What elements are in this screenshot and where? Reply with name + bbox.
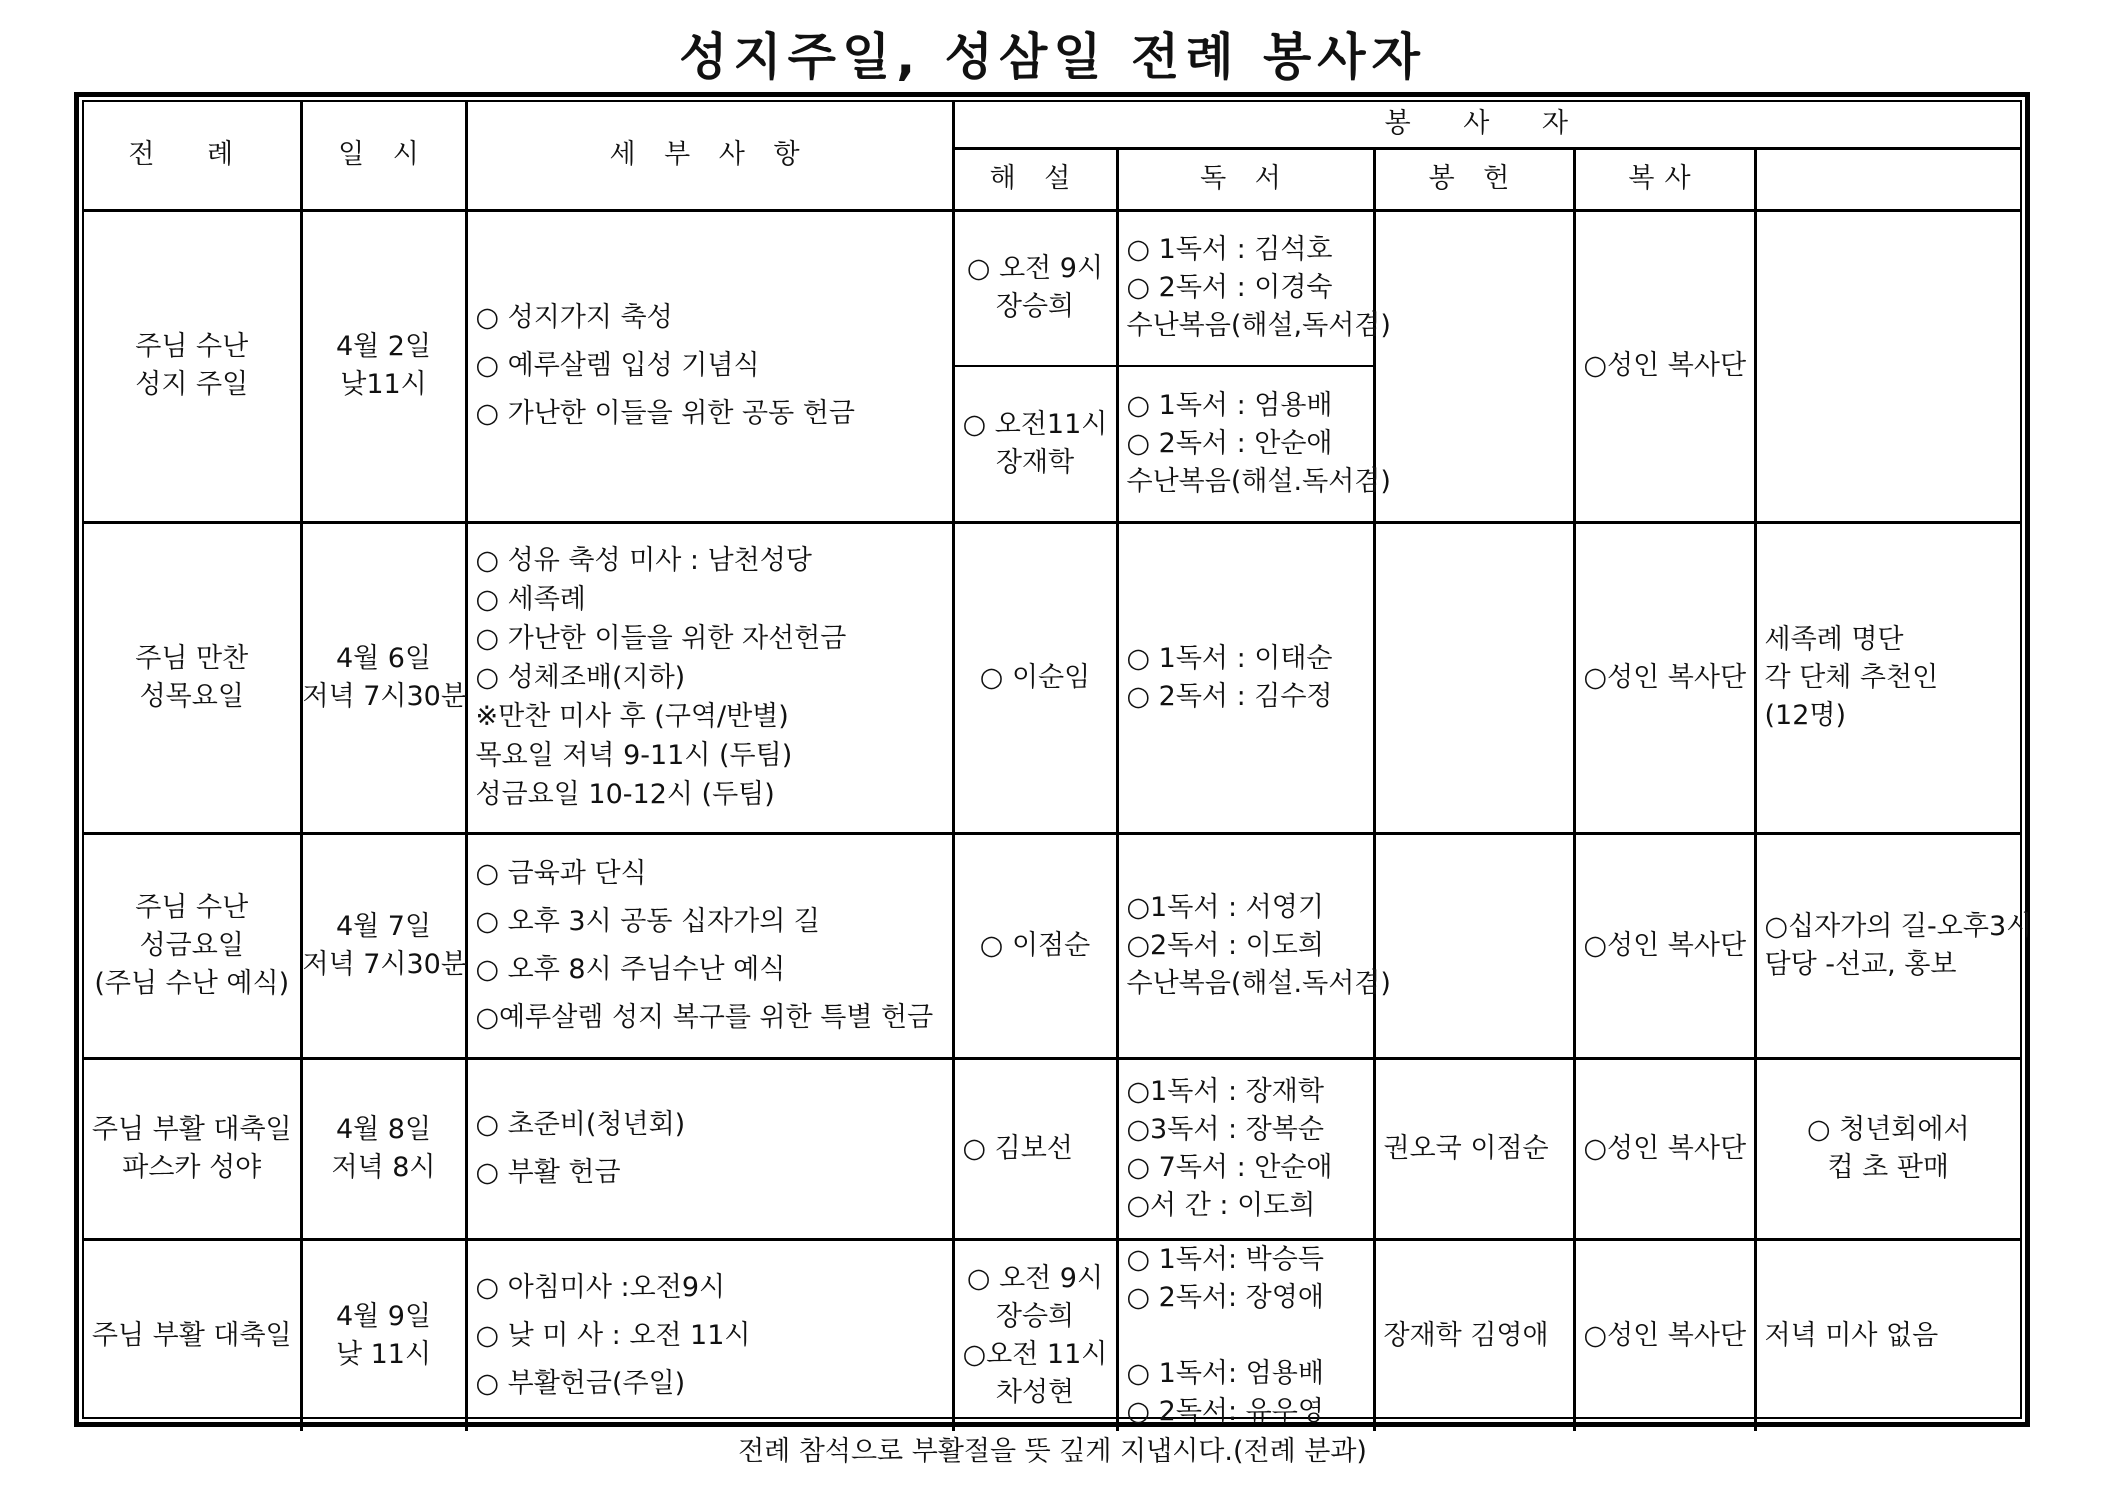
header-datetime: 일 시 xyxy=(301,102,466,210)
header-altar: 복사 xyxy=(1574,148,1755,210)
schedule-table xyxy=(84,102,2033,1431)
cell-liturgy xyxy=(84,833,301,1058)
cell-line: 성금요일 10-12시 (두팀) xyxy=(475,779,775,810)
reading-slot-11am xyxy=(1119,365,1391,521)
cell-line: ○ 1독서 : 김석호 xyxy=(1126,234,1333,266)
cell-line: ○3독서 : 장복순 xyxy=(1126,1113,1324,1145)
cell-line: 성지 주일 xyxy=(135,369,249,400)
cell-altar xyxy=(1574,1239,1755,1431)
cell-extra xyxy=(1755,522,2020,833)
cell-line: 장재학 김영애 xyxy=(1383,1319,1549,1351)
cell-line: ○성인 복사단 xyxy=(1583,350,1747,381)
table-row xyxy=(84,210,2020,522)
cell-line: ○서 간 : 이도희 xyxy=(1126,1189,1316,1221)
commentary-slot-9am xyxy=(955,212,1116,366)
cell-line: ○ 2독서 : 이경숙 xyxy=(1126,272,1333,304)
cell-line: ○1독서 : 서영기 xyxy=(1126,891,1324,923)
cell-line: 주님 부활 대축일 xyxy=(91,1319,292,1351)
cell-line: ○ 2독서 : 김수정 xyxy=(1126,680,1333,712)
cell-line: ○2독서 : 이도희 xyxy=(1126,929,1324,961)
cell-line: 4월 8일 xyxy=(335,1113,432,1145)
cell-offering xyxy=(1374,1239,1574,1431)
cell-line: 세족례 명단 xyxy=(1764,623,1904,655)
header-commentary: 해 설 xyxy=(953,148,1117,210)
cell-line: 주님 만찬 xyxy=(135,642,249,674)
cell-line: ○예루살렘 성지 복구를 위한 특별 헌금 xyxy=(475,1001,934,1033)
cell-reading xyxy=(1117,1239,1374,1431)
cell-line: 주님 부활 대축일 xyxy=(91,1113,292,1145)
cell-line: 각 단체 추천인 xyxy=(1764,661,1939,693)
cell-line: ○십자가의 길-오후3시 xyxy=(1764,910,2033,942)
cell-line: ○ 1독서: 박승득 xyxy=(1126,1243,1324,1275)
cell-offering xyxy=(1374,833,1574,1058)
cell-datetime xyxy=(301,210,466,522)
cell-extra xyxy=(1755,1058,2020,1239)
header-details: 세 부 사 항 xyxy=(466,102,953,210)
cell-line: ○성인 복사단 xyxy=(1583,929,1747,961)
cell-line: 주님 수난 xyxy=(135,891,249,923)
cell-liturgy xyxy=(84,210,301,522)
cell-line: ○ 2독서: 장영애 xyxy=(1126,1281,1324,1313)
table-row xyxy=(84,522,2020,833)
cell-datetime xyxy=(301,1058,466,1239)
cell-line: 낮11시 xyxy=(340,369,427,400)
cell-line: 4월 9일 xyxy=(335,1300,432,1332)
cell-line: 파스카 성야 xyxy=(122,1151,262,1183)
cell-altar xyxy=(1574,522,1755,833)
cell-line: ※만찬 미사 후 (구역/반별) xyxy=(475,701,789,732)
cell-liturgy xyxy=(84,1239,301,1431)
cell-datetime xyxy=(301,833,466,1058)
cell-line: ○ 김보선 xyxy=(962,1132,1073,1164)
cell-line: 컵 초 판매 xyxy=(1827,1151,1950,1183)
cell-commentary xyxy=(953,210,1117,522)
cell-line: ○ 청년회에서 xyxy=(1806,1113,1970,1145)
cell-commentary xyxy=(953,1058,1117,1239)
header-offering: 봉 헌 xyxy=(1374,148,1574,210)
cell-liturgy xyxy=(84,1058,301,1239)
cell-line: ○ 세족례 xyxy=(475,584,586,615)
cell-line: ○ 1독서 : 엄용배 xyxy=(1126,389,1333,421)
cell-line: 수난복음(해설.독서겸) xyxy=(1126,967,1391,999)
cell-line: ○ 이순임 xyxy=(979,661,1091,693)
cell-line: 4월 2일 xyxy=(335,331,432,362)
cell-line: ○ 가난한 이들을 위한 자선헌금 xyxy=(475,623,847,654)
cell-line: ○ 낮 미 사 : 오전 11시 xyxy=(475,1319,751,1351)
cell-reading xyxy=(1117,1058,1374,1239)
cell-reading xyxy=(1117,522,1374,833)
cell-reading xyxy=(1117,210,1391,522)
cell-line: ○ 금육과 단식 xyxy=(475,857,647,889)
cell-line: 저녁 7시30분 xyxy=(302,948,467,980)
cell-datetime xyxy=(301,522,466,833)
cell-line: 담당 -선교, 홍보 xyxy=(1764,948,1957,980)
cell-line: 차성현 xyxy=(995,1376,1075,1408)
cell-line: ○ 예루살렘 입성 기념식 xyxy=(475,350,760,381)
cell-line: ○ 성유 축성 미사 : 남천성당 xyxy=(475,545,812,576)
footer-note: 전례 참석으로 부활절을 뜻 깊게 지냅시다.(전례 분과) xyxy=(738,1436,1367,1467)
cell-line: 권오국 이점순 xyxy=(1383,1132,1549,1164)
cell-line: ○오전 11시 xyxy=(962,1338,1108,1370)
cell-line: 4월 6일 xyxy=(335,642,432,674)
cell-line: ○ 가난한 이들을 위한 공동 헌금 xyxy=(475,398,855,429)
cell-line: ○ 오전 9시 xyxy=(966,1262,1104,1294)
cell-line: 4월 7일 xyxy=(335,910,432,942)
cell-line: ○ 오전 9시 xyxy=(966,253,1104,285)
cell-line: 저녁 8시 xyxy=(331,1151,436,1183)
table-row xyxy=(84,1058,2020,1239)
cell-line: ○ 아침미사 :오전9시 xyxy=(475,1271,726,1303)
cell-line: 목요일 저녁 9-11시 (두팀) xyxy=(475,740,793,771)
cell-commentary xyxy=(953,833,1117,1058)
cell-line: ○성인 복사단 xyxy=(1583,1319,1747,1351)
cell-details xyxy=(466,1058,953,1239)
cell-line: 주님 수난 xyxy=(135,331,249,362)
cell-line: (주님 수난 예식) xyxy=(94,967,290,999)
cell-details xyxy=(466,522,953,833)
page-title: 성지주일, 성삼일 전례 봉사자 xyxy=(679,28,1426,86)
cell-line: 수난복음(해설,독서겸) xyxy=(1126,310,1391,342)
cell-commentary xyxy=(953,522,1117,833)
cell-line: ○ 2독서 : 안순애 xyxy=(1126,427,1333,459)
cell-line: ○ 1독서 : 이태순 xyxy=(1126,642,1333,674)
cell-altar xyxy=(1574,1058,1755,1239)
cell-line: 수난복음(해설.독서겸) xyxy=(1126,465,1391,497)
header-extra xyxy=(1755,148,2020,210)
cell-line: 장재학 xyxy=(995,446,1075,478)
cell-line: 장승희 xyxy=(995,1300,1075,1332)
cell-line: ○성인 복사단 xyxy=(1583,1132,1747,1164)
cell-extra xyxy=(1755,210,2020,522)
cell-line: 장승희 xyxy=(995,291,1075,323)
header-reading: 독 서 xyxy=(1117,148,1374,210)
cell-line xyxy=(1127,1317,1373,1355)
cell-extra xyxy=(1755,833,2033,1058)
cell-datetime xyxy=(301,1239,466,1431)
cell-line: 성금요일 xyxy=(139,929,244,961)
cell-offering xyxy=(1374,210,1574,522)
table-row xyxy=(84,833,2020,1058)
cell-line: 저녁 7시30분 xyxy=(302,680,467,712)
table-row xyxy=(84,1239,2020,1431)
header-liturgy: 전 례 xyxy=(84,102,301,210)
cell-offering xyxy=(1374,522,1574,833)
cell-line: ○ 성지가지 축성 xyxy=(475,302,673,333)
cell-line: 저녁 미사 없음 xyxy=(1764,1319,1939,1351)
commentary-slot-11am xyxy=(955,365,1116,521)
cell-line: (12명) xyxy=(1764,699,1847,731)
cell-altar xyxy=(1574,210,1755,522)
cell-line: 낮 11시 xyxy=(335,1338,432,1370)
cell-line: ○ 오후 3시 공동 십자가의 길 xyxy=(475,905,820,937)
cell-line: ○ 2독서: 유우영 xyxy=(1126,1395,1324,1427)
cell-line: ○ 오전11시 xyxy=(962,408,1108,440)
cell-details xyxy=(466,1239,953,1431)
cell-line: ○성인 복사단 xyxy=(1583,661,1747,693)
cell-details xyxy=(466,210,953,522)
cell-line: ○ 부활 헌금 xyxy=(475,1156,621,1188)
cell-extra xyxy=(1755,1239,2020,1431)
header-servers: 봉 사 자 xyxy=(953,102,2020,148)
cell-line: ○ 초준비(청년회) xyxy=(475,1108,686,1140)
cell-offering xyxy=(1374,1058,1574,1239)
cell-line: ○ 7독서 : 안순애 xyxy=(1126,1151,1333,1183)
cell-commentary xyxy=(953,1239,1117,1431)
cell-reading xyxy=(1117,833,1391,1058)
cell-line: 성목요일 xyxy=(139,680,244,712)
cell-altar xyxy=(1574,833,1755,1058)
cell-line: ○ 부활헌금(주일) xyxy=(475,1367,686,1399)
cell-details xyxy=(466,833,953,1058)
cell-line: ○ 오후 8시 주님수난 예식 xyxy=(475,953,786,985)
cell-liturgy xyxy=(84,522,301,833)
cell-line: ○ 1독서: 엄용배 xyxy=(1126,1357,1324,1389)
cell-line: ○ 이점순 xyxy=(979,929,1091,961)
reading-slot-9am xyxy=(1119,212,1391,366)
cell-line: ○1독서 : 장재학 xyxy=(1126,1075,1324,1107)
cell-line: ○ 성체조배(지하) xyxy=(475,662,686,693)
